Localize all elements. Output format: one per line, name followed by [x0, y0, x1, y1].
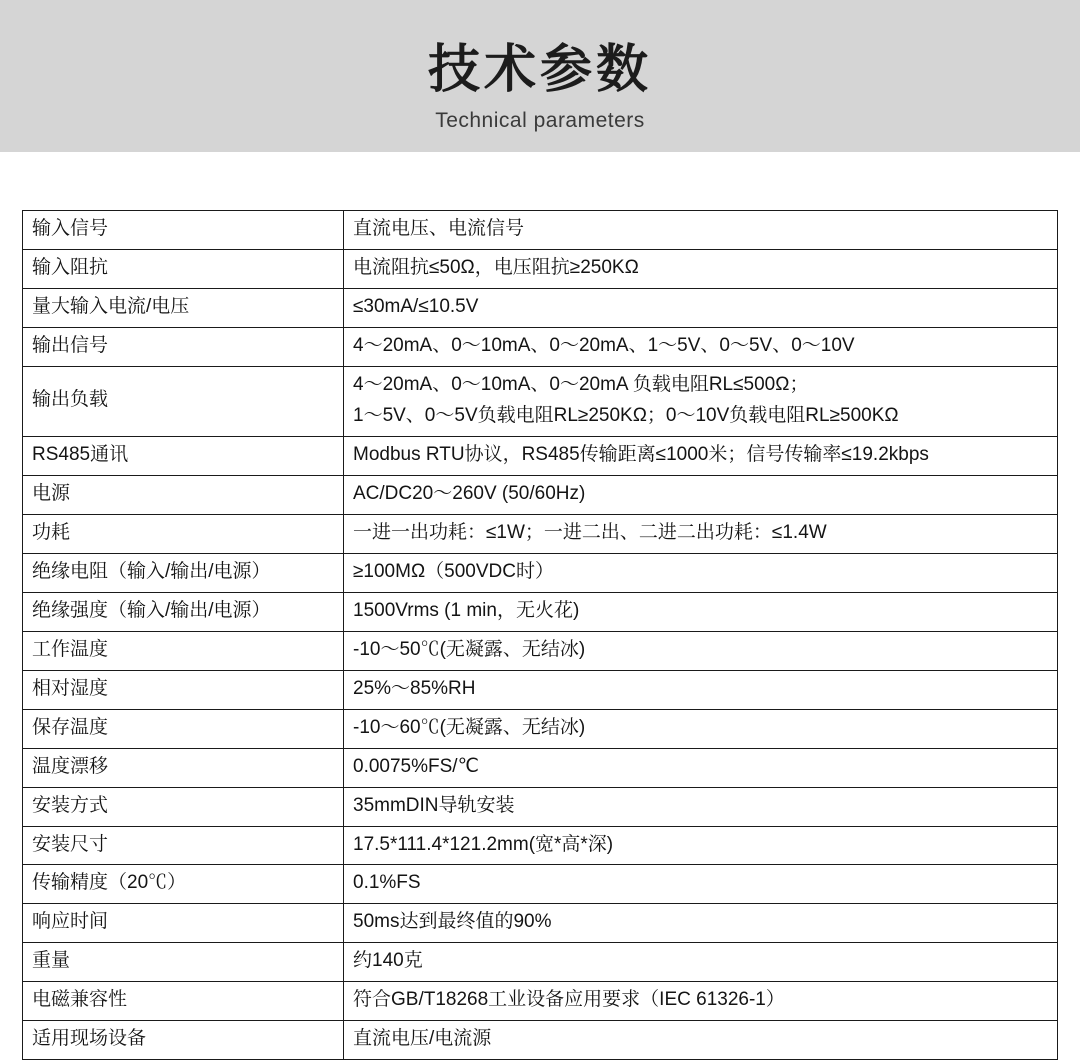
spec-value-cell [344, 709, 1058, 748]
table-row [23, 709, 1058, 748]
table-row [23, 1021, 1058, 1060]
spec-value-lines [353, 1026, 1048, 1053]
spec-value-cell [344, 865, 1058, 904]
spec-value-cell [344, 748, 1058, 787]
spec-value-line: 直流电压、电流信号 [353, 218, 525, 239]
table-row [23, 826, 1058, 865]
page-banner [0, 0, 1080, 152]
table-row [23, 787, 1058, 826]
spec-value-line: -10～60℃(无凝露、无结冰) [353, 716, 586, 738]
spec-value-line: 50ms达到最终值的90% [353, 911, 552, 933]
table-row [23, 670, 1058, 709]
table-row [23, 592, 1058, 631]
spec-value-lines [353, 372, 1048, 430]
table-row [23, 904, 1058, 943]
table-row [23, 436, 1058, 475]
spec-label-cell: 电磁兼容性 [23, 982, 344, 1021]
spec-value-line: 约140克 [353, 950, 423, 972]
spec-value-line: AC/DC20～260V (50/60Hz) [353, 482, 586, 504]
spec-label-cell: 电源 [23, 475, 344, 514]
table-row [23, 748, 1058, 787]
spec-label-cell: 温度漂移 [23, 748, 344, 787]
table-row [23, 553, 1058, 592]
spec-value-line: 符合GB/T18268工业设备应用要求（IEC 61326-1） [353, 989, 785, 1011]
table-row [23, 865, 1058, 904]
spec-value-lines [353, 520, 1048, 547]
spec-value-line: 17.5*111.4*121.2mm(宽*高*深) [353, 833, 614, 855]
page-title: 技术参数 [427, 41, 652, 99]
spec-value-lines [353, 715, 1048, 742]
spec-value-cell [344, 631, 1058, 670]
spec-table-body [23, 211, 1058, 1060]
spec-table-container [0, 152, 1080, 1060]
spec-label-cell: 响应时间 [23, 904, 344, 943]
spec-value-line: 4～20mA、0～10mA、0～20mA 负载电阻RL≤500Ω； [353, 373, 809, 395]
table-row [23, 982, 1058, 1021]
spec-value-line: ≤30mA/≤10.5V [353, 295, 479, 317]
table-row [23, 514, 1058, 553]
spec-value-cell [344, 670, 1058, 709]
spec-value-lines [353, 333, 1048, 360]
page-subtitle: Technical parameters [435, 109, 645, 132]
spec-value-lines [353, 559, 1048, 586]
spec-value-line: 直流电压/电流源 [353, 1028, 492, 1050]
spec-value-line: 0.0075%FS/℃ [353, 755, 479, 777]
spec-label-cell: 输入阻抗 [23, 249, 344, 288]
spec-value-line: 1～5V、0～5V负载电阻RL≥250KΩ；0～10V负载电阻RL≥500KΩ [353, 404, 899, 426]
spec-value-line: 1500Vrms (1 min，无火花) [353, 599, 580, 621]
spec-label-cell: 保存温度 [23, 709, 344, 748]
spec-value-cell [344, 436, 1058, 475]
spec-value-cell [344, 327, 1058, 366]
spec-value-lines [353, 676, 1048, 703]
spec-value-cell [344, 1021, 1058, 1060]
spec-value-cell [344, 943, 1058, 982]
spec-value-cell [344, 475, 1058, 514]
spec-value-cell [344, 514, 1058, 553]
spec-value-cell [344, 249, 1058, 288]
spec-value-cell [344, 592, 1058, 631]
spec-label-cell: 量大输入电流/电压 [23, 288, 344, 327]
spec-value-lines [353, 754, 1048, 781]
spec-value-line: Modbus RTU协议，RS485传输距离≤1000米；信号传输率≤19.2kbps [353, 443, 929, 465]
spec-value-line: 0.1%FS [353, 872, 421, 894]
spec-label-cell: 绝缘电阻（输入/输出/电源） [23, 553, 344, 592]
spec-value-line: 4～20mA、0～10mA、0～20mA、1～5V、0～5V、0～10V [353, 334, 855, 356]
spec-value-lines [353, 870, 1048, 897]
spec-label-cell: 绝缘强度（输入/输出/电源） [23, 592, 344, 631]
spec-value-lines [353, 481, 1048, 508]
table-row [23, 288, 1058, 327]
table-row [23, 211, 1058, 250]
spec-value-cell [344, 787, 1058, 826]
spec-label-cell: 工作温度 [23, 631, 344, 670]
spec-label-cell: 重量 [23, 943, 344, 982]
spec-value-cell [344, 982, 1058, 1021]
spec-value-cell [344, 553, 1058, 592]
spec-label-cell: 传输精度（20℃） [23, 865, 344, 904]
spec-label-cell: 适用现场设备 [23, 1021, 344, 1060]
spec-value-line: 25%～85%RH [353, 677, 476, 699]
spec-value-cell [344, 366, 1058, 436]
table-row [23, 475, 1058, 514]
spec-label-cell: 输出负载 [23, 366, 344, 436]
spec-value-line: ≥100MΩ（500VDC时） [353, 560, 554, 582]
spec-value-line: 一进一出功耗：≤1W；一进二出、二进二出功耗：≤1.4W [353, 521, 827, 543]
table-row [23, 327, 1058, 366]
spec-value-lines [353, 793, 1048, 820]
spec-label-cell: 安装尺寸 [23, 826, 344, 865]
table-row [23, 631, 1058, 670]
spec-value-line: -10～50℃(无凝露、无结冰) [353, 638, 586, 660]
spec-value-lines [353, 948, 1048, 975]
spec-value-lines [353, 255, 1048, 282]
spec-value-lines [353, 598, 1048, 625]
spec-value-lines [353, 637, 1048, 664]
table-row [23, 943, 1058, 982]
spec-value-cell [344, 288, 1058, 327]
spec-label-cell: 输出信号 [23, 327, 344, 366]
spec-label-cell: 功耗 [23, 514, 344, 553]
table-row [23, 366, 1058, 436]
spec-value-lines [353, 294, 1048, 321]
spec-label-cell: RS485通讯 [23, 436, 344, 475]
spec-label-cell: 安装方式 [23, 787, 344, 826]
spec-value-line: 35mmDIN导轨安装 [353, 794, 515, 816]
spec-value-cell [344, 826, 1058, 865]
spec-value-lines [353, 909, 1048, 936]
table-row [23, 249, 1058, 288]
spec-value-lines [353, 216, 1048, 243]
spec-label-cell: 相对湿度 [23, 670, 344, 709]
spec-value-lines [353, 832, 1048, 859]
spec-label-cell: 输入信号 [23, 211, 344, 250]
spec-value-lines [353, 442, 1048, 469]
technical-parameters-table [22, 210, 1058, 1060]
spec-value-line: 电流阻抗≤50Ω，电压阻抗≥250KΩ [353, 256, 639, 278]
spec-value-cell [344, 211, 1058, 250]
spec-value-lines [353, 987, 1048, 1014]
spec-value-cell [344, 904, 1058, 943]
